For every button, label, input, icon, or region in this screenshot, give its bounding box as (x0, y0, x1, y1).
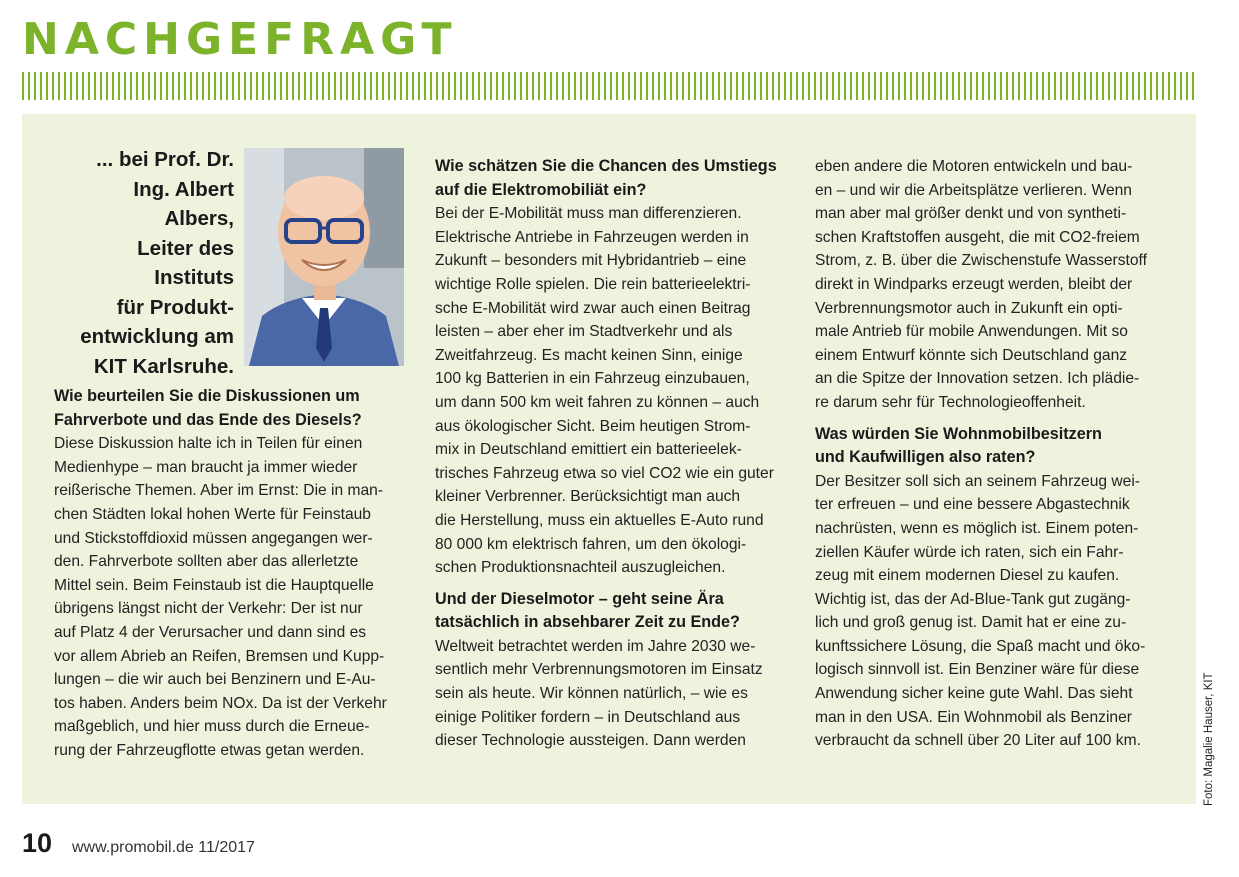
question-line: Fahrverbote und das Ende des Diesels? (54, 410, 362, 429)
text-line: Bei der E-Mobilität muss man differenzieren. (435, 205, 742, 223)
text-line: und Stickstoffdioxid müssen angegangen wer- (54, 529, 373, 547)
page-number: 10 (22, 828, 53, 858)
text-line: Diese Diskussion halte ich in Teilen für einen (54, 435, 363, 453)
text-line: nachrüsten, wenn es möglich ist. Einem poten- (815, 519, 1139, 537)
text-line: sentlich mehr Verbrennungsmotoren im Einsatz (435, 661, 763, 679)
intro-line: ... bei Prof. Dr. (96, 148, 234, 171)
text-line: lich und groß genug ist. Damit hat er eine zu- (815, 614, 1127, 632)
text-line: eben andere die Motoren entwickeln und bau- (815, 158, 1133, 175)
text-line: aus ökologischer Sicht. Beim heutigen Strom- (435, 417, 751, 435)
text-line: verbraucht da schnell über 20 Liter auf 100 km. (815, 732, 1141, 750)
portrait-photo (244, 148, 404, 366)
column-2 (435, 155, 790, 753)
question-line: auf die Elektromobiliät ein? (435, 180, 647, 199)
text-line: einige Politiker fordern – in Deutschland aus (435, 708, 741, 726)
text-line: dieser Technologie aussteigen. Dann werden (435, 732, 746, 750)
text-line: trisches Fahrzeug etwa so viel CO2 wie ein guter (435, 464, 774, 482)
question-heading (815, 423, 1170, 470)
text-line: ter erfreuen – und eine bessere Abgastechnik (815, 496, 1130, 514)
text-line: sche E-Mobilität wird zwar auch einen Beitrag (435, 299, 751, 317)
text-line: logisch sinnvoll ist. Ein Benziner wäre für diese (815, 661, 1140, 679)
text-line: lungen – die wir auch bei Benzinern und E-Au- (54, 671, 376, 689)
intro-line: für Produkt- (116, 295, 234, 319)
text-line: maßgeblich, und hier muss durch die Erneue- (54, 718, 370, 736)
text-line: ziellen Käufer würde ich raten, sich ein Fahr- (815, 543, 1124, 561)
question-line: Wie beurteilen Sie die Diskussionen um (54, 387, 360, 405)
text-line: leisten – aber eher im Stadtverkehr und als (435, 323, 733, 341)
text-line: den. Fahrverbote sollten aber das allerletzte (54, 553, 359, 571)
photo-credit: Foto: Magalie Hauser, KIT (1203, 672, 1215, 806)
text-line: 100 kg Batterien in ein Fahrzeug einzubauen, (435, 370, 750, 388)
question-line: Was würden Sie Wohnmobilbesitzern (815, 424, 1102, 443)
text-line: Zweitfahrzeug. Es macht keinen Sinn, einige (435, 346, 743, 364)
text-line: Elektrische Antriebe in Fahrzeugen werden in (435, 228, 749, 246)
column-1 (54, 385, 404, 763)
question-heading (435, 155, 790, 202)
text-line: man aber mal größer denkt und von syntheti- (815, 205, 1127, 223)
text-line: en – und wir die Arbeitsplätze verlieren. Wenn (815, 181, 1132, 199)
text-line: kleiner Verbrenner. Berücksichtigt man auch (435, 488, 741, 506)
answer-text (815, 470, 1170, 753)
footer-site-issue: www.promobil.de 11/2017 (72, 839, 255, 856)
text-line: Mittel sein. Beim Feinstaub ist die Hauptquelle (54, 576, 374, 594)
text-line: Zukunft – besonders mit Hybridantrieb – eine (435, 252, 747, 270)
answer-text (54, 432, 404, 762)
text-line: tos haben. Anders beim NOx. Da ist der Verkehr (54, 694, 387, 712)
text-line: chen Städten lokal hohen Werte für Feinstaub (54, 505, 371, 523)
text-line: Medienhype – man braucht ja immer wieder (54, 458, 358, 476)
text-line: Weltweit betrachtet werden im Jahre 2030 we- (435, 637, 756, 655)
text-line: rung der Fahrzeugflotte etwas getan werden. (54, 741, 365, 759)
answer-text (815, 155, 1170, 415)
question-line: Und der Dieselmotor – geht seine Ära (435, 589, 724, 608)
text-line: Wichtig ist, das der Ad-Blue-Tank gut zugäng- (815, 590, 1131, 608)
intro-line: KIT Karlsruhe. (93, 354, 234, 378)
text-line: re darum sehr für Technologieoffenheit. (815, 393, 1086, 411)
text-line: direkt in Windparks erzeugt werden, bleibt der (815, 275, 1133, 293)
text-line: auf Platz 4 der Verursacher und dann sind es (54, 623, 367, 641)
intro-line: Leiter des Instituts (137, 236, 234, 289)
text-line: einem Entwurf könnte sich Deutschland ganz (815, 346, 1128, 364)
question-line: und Kaufwilligen also raten? (815, 448, 1036, 467)
intro-line: Ing. Albert Albers, (133, 177, 234, 230)
answer-text (435, 202, 790, 580)
text-line: kunftssichere Lösung, die Spaß macht und öko- (815, 637, 1146, 655)
text-line: um dann 500 km weit fahren zu können – auch (435, 393, 760, 411)
question-line: tatsächlich in absehbarer Zeit zu Ende? (435, 613, 740, 632)
column-3 (815, 155, 1170, 753)
text-line: übrigens längst nicht der Verkehr: Der ist nur (54, 600, 363, 618)
text-line: Anwendung sicher keine gute Wahl. Das sieht (815, 685, 1133, 703)
text-line: schen Kraftstoffen ausgeht, die mit CO2-freiem (815, 228, 1140, 246)
text-line: Verbrennungsmotor auch in Zukunft ein opti- (815, 299, 1123, 317)
question-heading (435, 588, 790, 635)
text-line: schen Produktionsnachteil auszugleichen. (435, 559, 726, 577)
section-title: NACHGEFRAGT (22, 14, 458, 65)
answer-text (435, 635, 790, 753)
text-line: wichtige Rolle spielen. Die rein batterieelektri- (435, 275, 751, 293)
text-line: Strom, z. B. über die Zwischenstufe Wasserstoff (815, 252, 1147, 270)
text-line: male Antrieb für mobile Anwendungen. Mit so (815, 323, 1128, 341)
intro-heading (70, 145, 234, 381)
text-line: sein als heute. Wir können natürlich, – wie es (435, 685, 748, 703)
question-heading (54, 385, 404, 432)
text-line: an die Spitze der Innovation setzen. Ich plädie- (815, 370, 1140, 388)
text-line: reißerische Themen. Aber im Ernst: Die in man- (54, 482, 384, 500)
text-line: 80 000 km elektrisch fahren, um den ökologi- (435, 535, 747, 553)
question-line: Wie schätzen Sie die Chancen des Umstiegs (435, 157, 777, 175)
text-line: zeug mit einem modernen Diesel zu kaufen. (815, 567, 1120, 585)
text-line: Der Besitzer soll sich an seinem Fahrzeug wei- (815, 472, 1140, 490)
text-line: vor allem Abrieb an Reifen, Bremsen und Kupp- (54, 647, 385, 665)
text-line: die Herstellung, muss ein aktuelles E-Auto rund (435, 511, 764, 529)
text-line: man in den USA. Ein Wohnmobil als Benziner (815, 708, 1132, 726)
header-stripe (22, 72, 1197, 100)
text-line: mix in Deutschland emittiert ein batterieelek- (435, 441, 742, 459)
intro-line: entwicklung am (80, 325, 234, 348)
